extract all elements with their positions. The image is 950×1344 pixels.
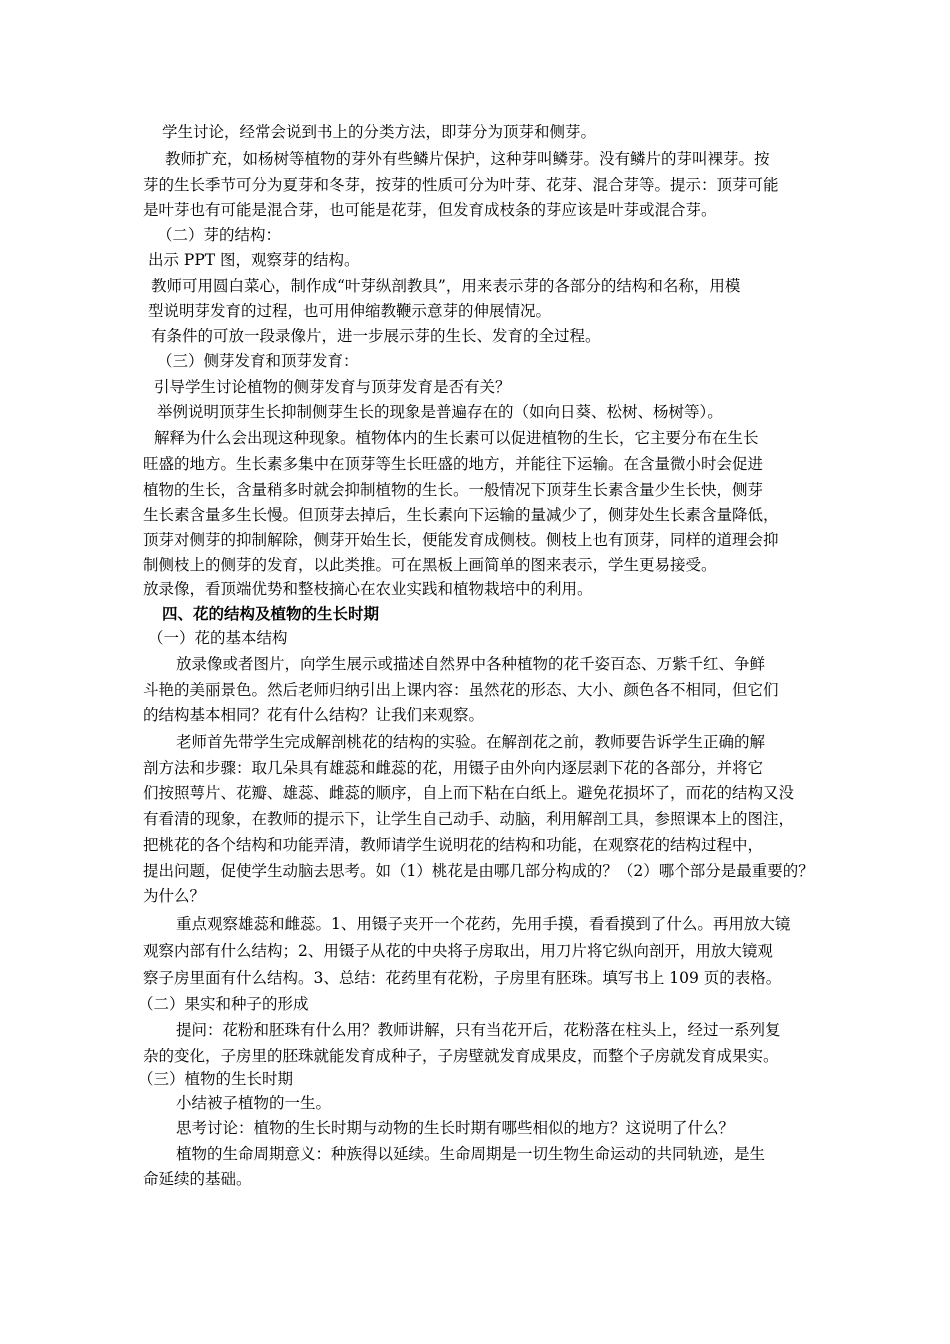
paragraph-line: 有条件的可放一段录像片，进一步展示芽的生长、发育的全过程。 xyxy=(151,327,601,345)
section-heading: （二）芽的结构： xyxy=(157,226,282,244)
paragraph-line: 们按照萼片、花瓣、雄蕊、雌蕊的顺序，自上而下粘在白纸上。避免花损坏了，而花的结构又没 xyxy=(143,784,795,802)
paragraph-line: 芽的生长季节可分为夏芽和冬芽，按芽的性质可分为叶芽、花芽、混合芽等。提示：顶芽可能 xyxy=(143,176,779,194)
section-heading: （一）花的基本结构 xyxy=(148,629,288,647)
paragraph-line: 教师可用圆白菜心，制作成“叶芽纵剖教具”，用来表示芽的各部分的结构和名称，用模 xyxy=(151,277,741,295)
paragraph-line: 制侧枝上的侧芽的发育，以此类推。可在黑板上画简单的图来表示，学生更易接受。 xyxy=(143,556,717,574)
paragraph-line: 剖方法和步骤：取几朵具有雄蕊和雌蕊的花，用镊子由外向内逐层剥下花的各部分，并将它 xyxy=(143,759,764,777)
paragraph-line: 小结被子植物的一生。 xyxy=(176,1094,332,1112)
section-heading: （三）侧芽发育和顶芽发育： xyxy=(157,352,359,370)
paragraph-line: 顶芽对侧芽的抑制解除，侧芽开始生长，便能发育成侧枝。侧枝上也有顶芽，同样的道理会抑 xyxy=(143,531,779,549)
paragraph-line: 观察内部有什么结构；2、用镊子从花的中央将子房取出，用刀片将它纵向剖开，用放大镜观 xyxy=(143,942,773,960)
paragraph-line: 学生讨论，经常会说到书上的分类方法，即芽分为顶芽和侧芽。 xyxy=(162,123,597,141)
paragraph-line: 型说明芽发育的过程，也可用伸缩教鞭示意芽的伸展情况。 xyxy=(148,302,552,320)
paragraph-line: 察子房里面有什么结构。3、总结：花药里有花粉，子房里有胚珠。填写书上 109 页的表格。 xyxy=(143,969,782,987)
paragraph-line: 放录像，看顶端优势和整枝摘心在农业实践和植物栽培中的利用。 xyxy=(143,580,593,598)
section-heading: （三）植物的生长时期 xyxy=(138,1070,294,1088)
paragraph-line: 为什么？ xyxy=(143,887,206,905)
paragraph-line: 旺盛的地方。生长素多集中在顶芽等生长旺盛的地方，并能往下运输。在含量微小时会促进 xyxy=(143,455,764,473)
paragraph-line: 教师扩充，如杨树等植物的芽外有些鳞片保护，这种芽叫鳞芽。没有鳞片的芽叫裸芽。按 xyxy=(165,150,770,168)
paragraph-line: 是叶芽也有可能是混合芽，也可能是花芽，但发育成枝条的芽应该是叶芽或混合芽。 xyxy=(143,201,717,219)
paragraph-line: 提问：花粉和胚珠有什么用？教师讲解，只有当花开后，花粉落在柱头上，经过一系列复 xyxy=(176,1021,781,1039)
section-heading: （二）果实和种子的形成 xyxy=(138,995,309,1013)
paragraph-line: 老师首先带学生完成解剖桃花的结构的实验。在解剖花之前，教师要告诉学生正确的解 xyxy=(176,733,766,751)
paragraph-line: 放录像或者图片，向学生展示或描述自然界中各种植物的花千姿百态、万紫千红、争鲜 xyxy=(176,655,766,673)
paragraph-line: 生长素含量多生长慢。但顶芽去掉后，生长素向下运输的量减少了，侧芽处生长素含量降低， xyxy=(143,506,779,524)
paragraph-line: 斗艳的美丽景色。然后老师归纳引出上课内容：虽然花的形态、大小、颜色各不相同，但它们 xyxy=(143,681,779,699)
paragraph-line: 举例说明顶芽生长抑制侧芽生长的现象是普遍存在的（如向日葵、松树、杨树等）。 xyxy=(157,403,723,421)
paragraph-line: 把桃花的各个结构和功能弄清，教师请学生说明花的结构和功能，在观察花的结构过程中， xyxy=(143,836,764,854)
paragraph-line: 提出问题，促使学生动脑去思考。如（1）桃花是由哪几部分构成的？（2）哪个部分是最重要的？ xyxy=(143,862,814,880)
paragraph-line: 有看清的现象，在教师的提示下，让学生自己动手、动脑，利用解剖工具，参照课本上的图注， xyxy=(143,810,795,828)
paragraph-line: 重点观察雄蕊和雌蕊。1、用镊子夹开一个花药，先用手摸，看看摸到了什么。再用放大镜 xyxy=(176,915,791,933)
paragraph-line: 解释为什么会出现这种现象。植物体内的生长素可以促进植物的生长，它主要分布在生长 xyxy=(154,429,759,447)
paragraph-line: 出示 PPT 图，观察芽的结构。 xyxy=(148,251,360,269)
chapter-heading: 四、花的结构及植物的生长时期 xyxy=(162,604,380,623)
paragraph-line: 思考讨论：植物的生长时期与动物的生长时期有哪些相似的地方？这说明了什么？ xyxy=(176,1119,735,1137)
paragraph-line: 引导学生讨论植物的侧芽发育与顶芽发育是否有关？ xyxy=(154,378,511,396)
paragraph-line: 的结构基本相同？花有什么结构？让我们来观察。 xyxy=(143,706,485,724)
paragraph-line: 植物的生长，含量稍多时就会抑制植物的生长。一般情况下顶芽生长素含量少生长快，侧芽 xyxy=(143,481,764,499)
paragraph-line: 杂的变化，子房里的胚珠就能发育成种子，子房壁就发育成果皮，而整个子房就发育成果实。 xyxy=(143,1047,779,1065)
paragraph-line: 命延续的基础。 xyxy=(143,1170,252,1188)
paragraph-line: 植物的生命周期意义：种族得以延续。生命周期是一切生物生命运动的共同轨迹，是生 xyxy=(176,1145,766,1163)
